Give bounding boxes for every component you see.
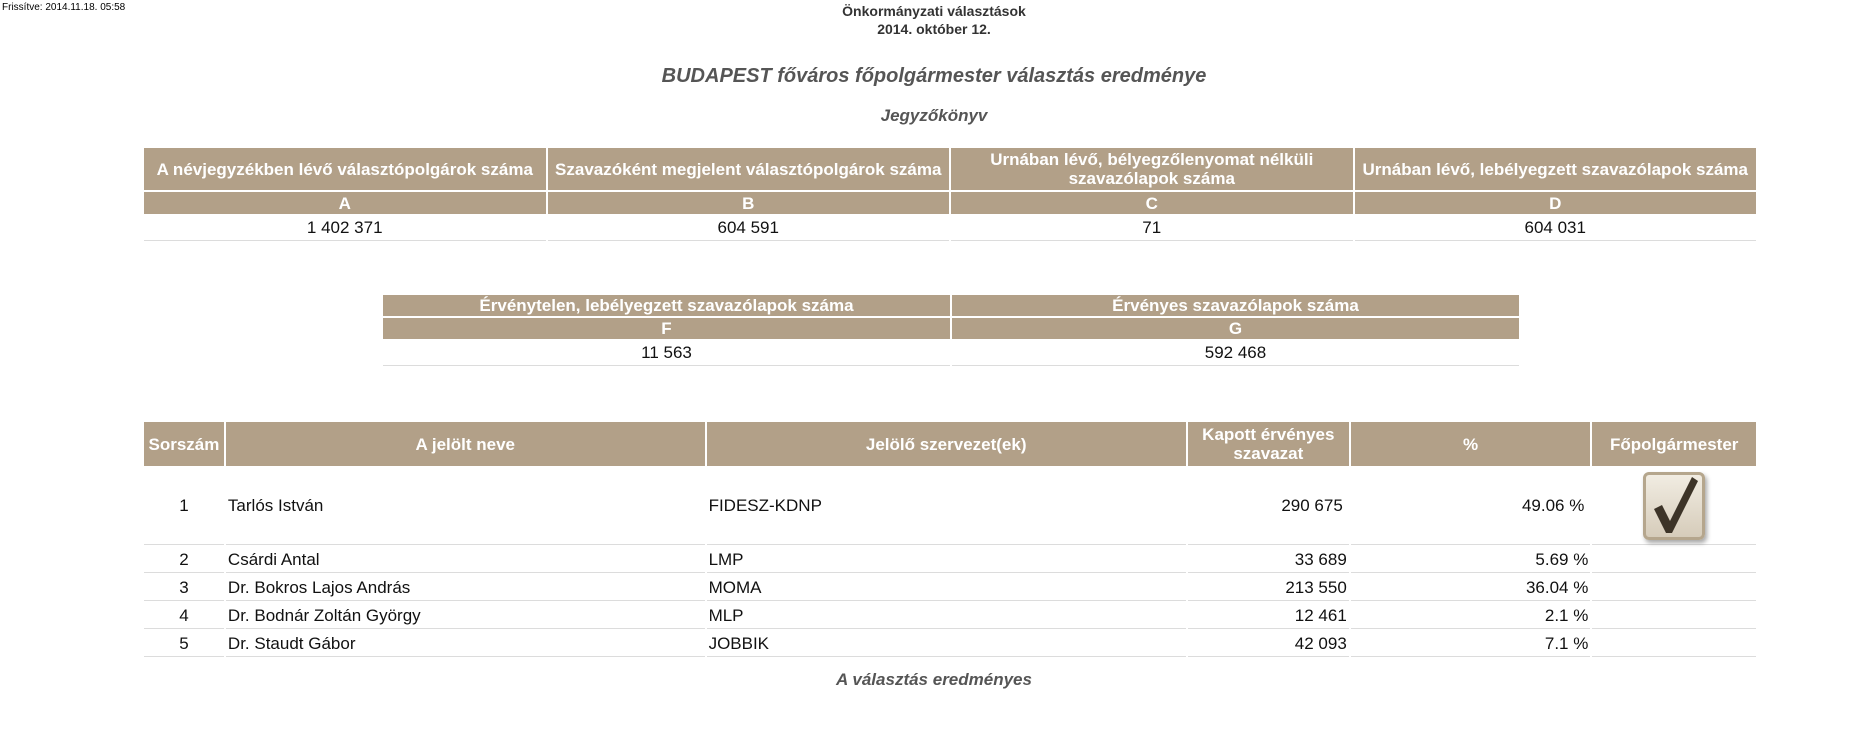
page-subtitle: Jegyzőkönyv — [880, 106, 988, 125]
winner-cell — [1592, 631, 1756, 657]
last-updated: Frissítve: 2014.11.18. 05:58 — [2, 2, 126, 13]
winner-cell — [1592, 547, 1756, 573]
winner-check-icon — [1643, 472, 1705, 540]
page-header — [0, 2, 1868, 38]
summary1-letter-c: C — [951, 192, 1353, 214]
candidate-name: Dr. Bodnár Zoltán György — [226, 603, 705, 629]
summary1-header-a: A névjegyzékben lévő választópolgárok száma — [144, 148, 546, 190]
candidate-pct: 2.1 % — [1351, 603, 1591, 629]
candidate-pct: 7.1 % — [1351, 631, 1591, 657]
candidate-num: 4 — [144, 603, 224, 629]
candidate-name: Dr. Bokros Lajos András — [226, 575, 705, 601]
election-date: 2014. október 12. — [877, 21, 991, 37]
candidate-org: LMP — [707, 547, 1186, 573]
summary1-value-d: 604 031 — [1355, 216, 1757, 241]
candidate-name: Tarlós István — [226, 468, 705, 545]
summary1-header-d: Urnában lévő, lebélyegzett szavazólapok száma — [1355, 148, 1757, 190]
candidate-name: Dr. Staudt Gábor — [226, 631, 705, 657]
candidate-votes: 42 093 — [1188, 631, 1349, 657]
col-header-name: A jelölt neve — [226, 422, 705, 466]
title-city: BUDAPEST — [661, 65, 772, 87]
candidate-num: 5 — [144, 631, 224, 657]
candidate-row — [144, 547, 1756, 573]
summary1-letter-b: B — [548, 192, 950, 214]
summary1-header-c: Urnában lévő, bélyegzőlenyomat nélküli szavazólapok száma — [951, 148, 1353, 190]
candidate-num: 2 — [144, 547, 224, 573]
election-result: A választás eredményes — [836, 670, 1032, 689]
candidate-org: JOBBIK — [707, 631, 1186, 657]
winner-cell — [1592, 575, 1756, 601]
candidate-pct: 5.69 % — [1351, 547, 1591, 573]
summary2-header-g: Érvényes szavazólapok száma — [952, 295, 1519, 316]
summary2-header-f: Érvénytelen, lebélyegzett szavazólapok száma — [383, 295, 950, 316]
summary1-value-b: 604 591 — [548, 216, 950, 241]
col-header-org: Jelölő szervezet(ek) — [707, 422, 1186, 466]
col-header-votes: Kapott érvényes szavazat — [1188, 422, 1349, 466]
summary2-letter-g: G — [952, 318, 1519, 339]
winner-cell — [1592, 468, 1756, 545]
summary2-letter-f: F — [383, 318, 950, 339]
candidate-name: Csárdi Antal — [226, 547, 705, 573]
candidate-votes: 213 550 — [1188, 575, 1349, 601]
summary2-value-f: 11 563 — [383, 341, 950, 366]
candidate-org: FIDESZ-KDNP — [707, 468, 1186, 545]
summary1-value-a: 1 402 371 — [144, 216, 546, 241]
candidate-num: 3 — [144, 575, 224, 601]
summary2-value-g: 592 468 — [952, 341, 1519, 366]
summary1-letter-a: A — [144, 192, 546, 214]
summary-table-2 — [381, 293, 1521, 368]
col-header-pct: % — [1351, 422, 1591, 466]
candidates-table — [142, 420, 1758, 659]
summary1-value-c: 71 — [951, 216, 1353, 241]
winner-cell — [1592, 603, 1756, 629]
candidate-votes: 12 461 — [1188, 603, 1349, 629]
summary1-letter-d: D — [1355, 192, 1757, 214]
col-header-mayor: Főpolgármester — [1592, 422, 1756, 466]
candidate-org: MOMA — [707, 575, 1186, 601]
candidate-row — [144, 575, 1756, 601]
candidate-row — [144, 631, 1756, 657]
election-name: Önkormányzati választások — [842, 3, 1026, 19]
summary1-header-b: Szavazóként megjelent választópolgárok száma — [548, 148, 950, 190]
summary-table-1 — [142, 146, 1758, 243]
candidate-votes: 33 689 — [1188, 547, 1349, 573]
title-rest: főváros főpolgármester választás eredménye — [777, 65, 1207, 87]
candidate-row — [144, 468, 1756, 545]
col-header-num: Sorszám — [144, 422, 224, 466]
candidate-org: MLP — [707, 603, 1186, 629]
candidate-pct: 36.04 % — [1351, 575, 1591, 601]
candidate-votes: 290 675 — [1188, 468, 1349, 545]
candidate-pct: 49.06 % — [1351, 468, 1591, 545]
candidate-num: 1 — [144, 468, 224, 545]
candidate-row — [144, 603, 1756, 629]
page-title — [0, 65, 1868, 88]
